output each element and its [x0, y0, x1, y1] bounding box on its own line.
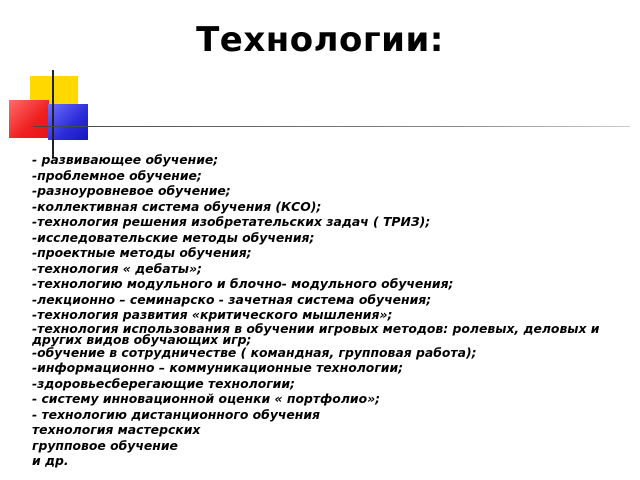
list-item: групповое обучение	[32, 437, 178, 453]
list-item: технология мастерских	[32, 422, 201, 437]
list-item: -проектные методы обучения;	[32, 245, 252, 260]
list-item: -исследовательские методы обучения;	[32, 229, 315, 245]
horizontal-divider	[33, 126, 630, 127]
list-item: -разноуровневое обучение;	[32, 183, 231, 198]
list-item: -технология « дебаты»;	[32, 260, 202, 276]
list-item: -коллективная система обучения (КСО);	[32, 198, 322, 214]
list-item: -технология решения изобретательских задач ( ТРИЗ);	[32, 214, 431, 229]
red-square-icon	[9, 100, 49, 138]
list-item: -технология использования в обучении игровых методов: ролевых, деловых и других видов обучающих игр;	[32, 320, 600, 347]
list-item: -лекционно – семинарско - зачетная система обучения;	[32, 291, 432, 307]
list-item: -информационно – коммуникационные технологии;	[32, 360, 404, 375]
list-item: - технологию дистанционного обучения	[32, 406, 321, 422]
blue-square-icon	[48, 104, 88, 140]
list-item: -технология развития «критического мышления»;	[32, 307, 393, 322]
list-item: -технологию модульного и блочно- модульного обучения;	[32, 276, 454, 291]
list-item: -проблемное обучение;	[32, 167, 202, 183]
list-item: - развивающее обучение;	[32, 152, 219, 167]
list-item: -обучение в сотрудничестве ( командная, групповая работа);	[32, 344, 477, 360]
technology-list	[32, 152, 632, 469]
slide-title: Технологии:	[196, 20, 444, 60]
vertical-divider	[52, 70, 54, 158]
list-item: - систему инновационной оценки « портфолио»;	[32, 391, 381, 406]
list-item: -здоровьесберегающие технологии;	[32, 375, 296, 391]
list-item: и др.	[32, 453, 69, 468]
